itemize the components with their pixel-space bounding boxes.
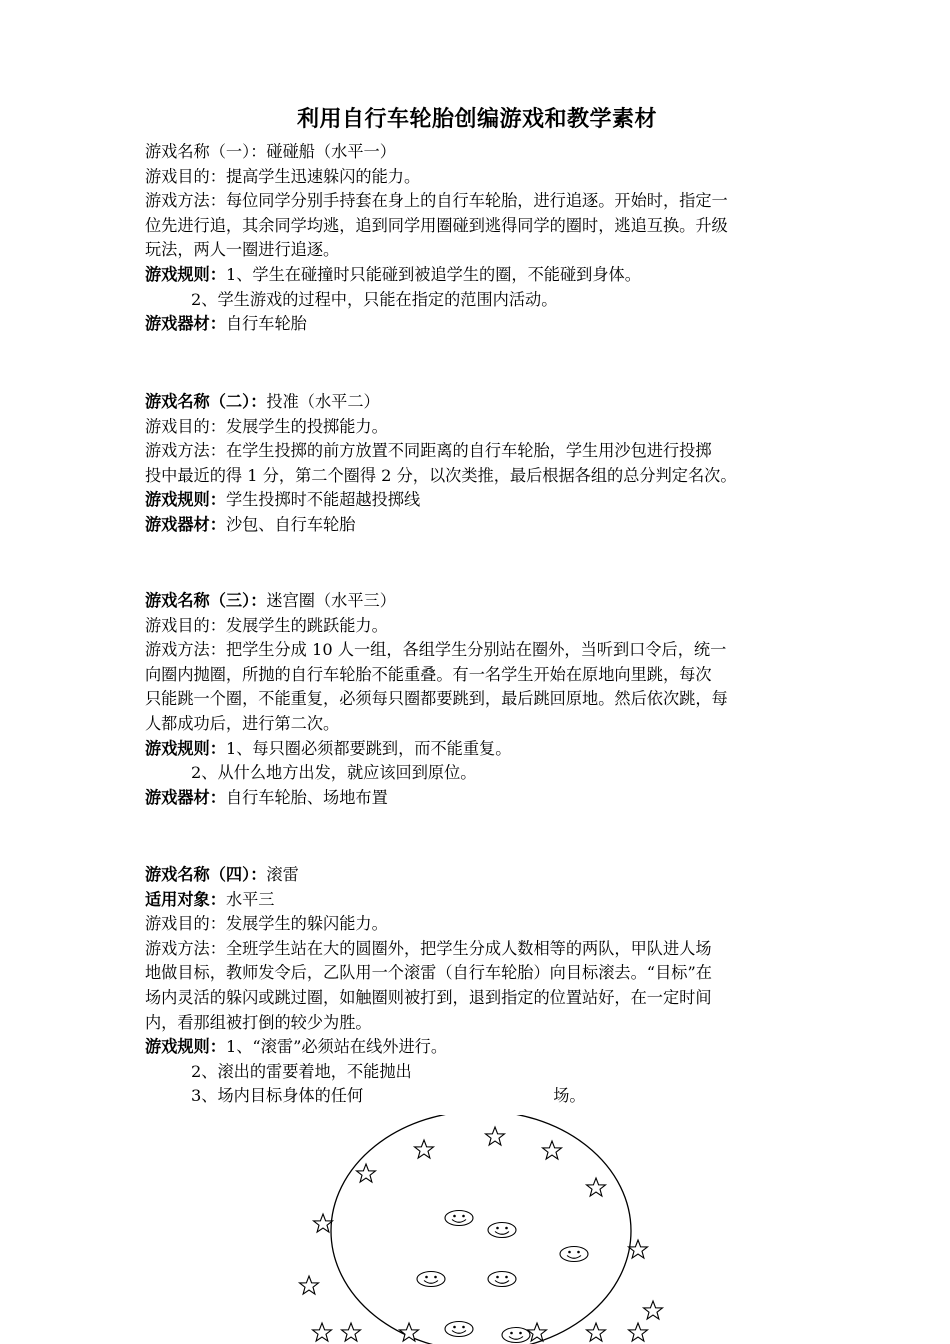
game-4-method-label: 游戏方法： bbox=[145, 938, 226, 958]
game-1-section bbox=[145, 140, 809, 337]
smiley-icon bbox=[488, 1272, 516, 1287]
game-4-method-line-4: 内，看那组被打倒的较少为胜。 bbox=[145, 1012, 372, 1032]
game-1-method-text: 每位同学分别手持套在身上的自行车轮胎，进行追逐。开始时，指定一 bbox=[225, 191, 728, 211]
smiley-icon bbox=[417, 1272, 445, 1287]
smiley-icon bbox=[488, 1223, 516, 1238]
game-3-equipment-value: 自行车轮胎、场地布置 bbox=[225, 787, 388, 807]
field-circle bbox=[331, 1115, 631, 1344]
game-2-equipment bbox=[145, 513, 809, 538]
game-3-equipment-label: 游戏器材： bbox=[145, 787, 226, 807]
game-4-section bbox=[145, 863, 809, 1109]
smiley-icon bbox=[560, 1247, 588, 1262]
game-3-method-line-4: 人都成功后，进行第二次。 bbox=[145, 713, 340, 733]
star-icon bbox=[629, 1240, 648, 1258]
game-2-purpose-value: 发展学生的投掷能力。 bbox=[225, 416, 388, 436]
game-3-method-label: 游戏方法： bbox=[145, 640, 226, 660]
game-4-rule-2: 2、滚出的雷要着地，不能抛出 bbox=[191, 1061, 412, 1081]
game-1-rule-2: 2、学生游戏的过程中，只能在指定的范围内活动。 bbox=[191, 289, 558, 309]
page-title: 利用自行车轮胎创编游戏和教学素材 bbox=[296, 107, 657, 132]
game-2-rules bbox=[145, 488, 809, 513]
game-4-rules bbox=[145, 1035, 809, 1060]
game-2-name bbox=[145, 390, 809, 415]
star-icon bbox=[587, 1323, 606, 1341]
game-3-equipment bbox=[145, 786, 809, 811]
star-icon bbox=[300, 1276, 319, 1294]
game-4-rules-label: 游戏规则： bbox=[145, 1037, 226, 1057]
game-4-rule-1: 1、“滚雷”必须站在线外进行。 bbox=[225, 1037, 448, 1057]
game-3-rules bbox=[145, 737, 809, 762]
game-3-rule-2: 2、从什么地方出发，就应该回到原位。 bbox=[191, 763, 477, 783]
game-4-method-line-1 bbox=[145, 937, 809, 962]
game-1-name-label: 游戏名称（一） bbox=[145, 142, 251, 161]
game-2-purpose bbox=[145, 415, 809, 440]
game-1-purpose-value: 提高学生迅速躲闪的能力。 bbox=[225, 166, 421, 186]
game-3-purpose-label: 游戏目的： bbox=[145, 615, 226, 635]
star-icon bbox=[629, 1323, 648, 1341]
game-2-name-label: 游戏名称（二）： bbox=[145, 392, 267, 411]
game-4-purpose-value: 发展学生的躲闪能力。 bbox=[225, 914, 388, 934]
game-1-name bbox=[145, 140, 809, 165]
game-2-method-line-1 bbox=[145, 439, 809, 464]
game-1-equipment bbox=[145, 312, 809, 337]
game-3-section bbox=[145, 589, 809, 810]
game-1-purpose-label: 游戏目的： bbox=[145, 166, 226, 186]
game-1-method-label: 游戏方法： bbox=[145, 191, 226, 211]
game-1-method-line-2: 位先进行追，其余同学均逃，追到同学用圈碰到逃得同学的圈时，逃追互换。升级 bbox=[145, 215, 728, 235]
game-4-rule-3-text: 3、场内目标身体的任何 bbox=[191, 1086, 364, 1106]
game-3-method-line-3: 只能跳一个圈，不能重复，必须每只圈都要跳到，最后跳回原地。然后依次跳，每 bbox=[145, 689, 728, 709]
game-1-method-line-1 bbox=[145, 189, 809, 214]
game-4-purpose bbox=[145, 912, 809, 937]
game-2-equipment-label: 游戏器材： bbox=[145, 514, 226, 534]
game-2-equipment-value: 沙包、自行车轮胎 bbox=[225, 514, 356, 534]
game-4-name-value: 滚雷 bbox=[266, 865, 299, 884]
game-4-target bbox=[145, 888, 809, 913]
game-2-rule-1: 学生投掷时不能超越投掷线 bbox=[225, 490, 421, 510]
game-3-method-line-2: 向圈内抛圈，所抛的自行车轮胎不能重叠。有一名学生开始在原地向里跳，每次 bbox=[145, 664, 712, 684]
game-2-method-label: 游戏方法： bbox=[145, 441, 226, 461]
game-1-rule-1: 1、学生在碰撞时只能碰到被追学生的圈，不能碰到身体。 bbox=[225, 264, 641, 284]
smiley-icon bbox=[445, 1211, 473, 1226]
game-4-name-label: 游戏名称（四）： bbox=[145, 865, 267, 884]
star-icon bbox=[314, 1214, 333, 1232]
game-3-purpose-value: 发展学生的跳跃能力。 bbox=[225, 615, 388, 635]
game-4-rule-3 bbox=[145, 1084, 809, 1109]
star-icon bbox=[342, 1323, 361, 1341]
game-1-purpose bbox=[145, 165, 809, 190]
smiley-icon bbox=[445, 1322, 473, 1337]
game-4-method-line-3: 场内灵活的躲闪或跳过圈，如触圈则被打到，退到指定的位置站好，在一定时间 bbox=[145, 987, 712, 1007]
game-3-rule-1: 1、每只圈必须都要跳到，而不能重复。 bbox=[225, 738, 512, 758]
game-2-name-value: 投准（水平二） bbox=[266, 392, 380, 411]
game-3-rules-label: 游戏规则： bbox=[145, 738, 226, 758]
game-1-rules-label: 游戏规则： bbox=[145, 264, 226, 284]
game-4-method-line-2: 地做目标，教师发令后，乙队用一个滚雷（自行车轮胎）向目标滚去。“目标”在 bbox=[145, 963, 712, 983]
game-3-purpose bbox=[145, 614, 809, 639]
smiley-icon bbox=[502, 1328, 530, 1343]
game-1-method-line-3: 玩法，两人一圈进行追逐。 bbox=[145, 240, 340, 260]
game-4-method-text: 全班学生站在大的圆圈外，把学生分成人数相等的两队，甲队进人场 bbox=[225, 938, 712, 958]
game-2-purpose-label: 游戏目的： bbox=[145, 416, 226, 436]
star-icon bbox=[313, 1323, 332, 1341]
game-2-section bbox=[145, 390, 809, 538]
field-diagram bbox=[290, 1115, 670, 1344]
game-4-name bbox=[145, 863, 809, 888]
star-icon bbox=[644, 1301, 663, 1319]
game-3-name bbox=[145, 589, 809, 614]
game-2-method-line-2: 投中最近的得 1 分，第二个圈得 2 分，以次类推，最后根据各组的总分判定名次。 bbox=[145, 465, 737, 485]
game-1-equipment-value: 自行车轮胎 bbox=[225, 314, 307, 334]
game-3-method-line-1 bbox=[145, 638, 809, 663]
game-1-equipment-label: 游戏器材： bbox=[145, 314, 226, 334]
game-4-purpose-label: 游戏目的： bbox=[145, 914, 226, 934]
game-1-rules bbox=[145, 263, 809, 288]
game-3-method-text: 把学生分成 10 人一组，各组学生分别站在圈外，当听到口令后，统一 bbox=[225, 640, 727, 660]
game-3-name-label: 游戏名称（三）： bbox=[145, 591, 267, 610]
game-4-target-value: 水平三 bbox=[225, 889, 275, 909]
game-4-target-label: 适用对象： bbox=[145, 889, 226, 909]
game-1-name-value: ：碰碰船（水平一） bbox=[250, 142, 396, 161]
game-4-rule-3-tail: 场。 bbox=[553, 1086, 586, 1106]
game-2-rules-label: 游戏规则： bbox=[145, 490, 226, 510]
game-2-method-text: 在学生投掷的前方放置不同距离的自行车轮胎，学生用沙包进行投掷 bbox=[225, 441, 712, 461]
game-3-name-value: 迷宫圈（水平三） bbox=[266, 591, 396, 610]
